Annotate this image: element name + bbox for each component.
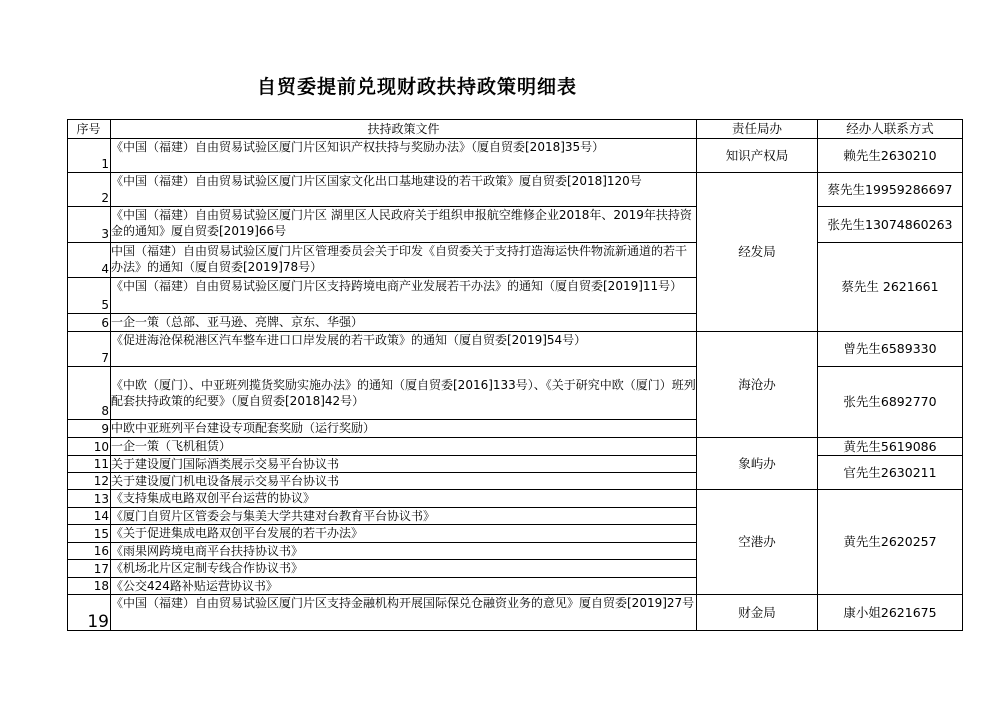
- policy-doc: 《厦门自贸片区管委会与集美大学共建对台教育平台协议书》: [111, 508, 697, 525]
- table-row: [68, 595, 963, 631]
- row-number: 15: [68, 525, 111, 543]
- table-row: [68, 367, 963, 420]
- bureau-airport: 空港办: [697, 490, 818, 595]
- row-number: 9: [68, 420, 111, 438]
- policy-doc: 《中国（福建）自由贸易试验区厦门片区支持金融机构开展国际保兑仓融资业务的意见》厦自贸委[2019]27号: [111, 595, 697, 631]
- bureau-ip: 知识产权局: [697, 139, 818, 173]
- contact: 黄先生2620257: [818, 490, 963, 595]
- row-number: 6: [68, 314, 111, 332]
- contact: 蔡先生19959286697: [818, 173, 963, 207]
- policy-doc: 《支持集成电路双创平台运营的协议》: [111, 490, 697, 508]
- policy-table: [67, 119, 963, 631]
- table-row: [68, 332, 963, 367]
- policy-doc: 《机场北片区定制专线合作协议书》: [111, 560, 697, 578]
- row-number: 10: [68, 438, 111, 456]
- contact: 黄先生5619086: [818, 438, 963, 456]
- bureau-xiangyu: 象屿办: [697, 438, 818, 490]
- policy-doc: 《中国（福建）自由贸易试验区厦门片区国家文化出口基地建设的若干政策》厦自贸委[2018]120号: [111, 173, 697, 207]
- row-number: 17: [68, 560, 111, 578]
- table-row: [68, 456, 963, 473]
- row-number: 11: [68, 456, 111, 473]
- row-number: 7: [68, 332, 111, 367]
- row-number: 14: [68, 508, 111, 525]
- policy-doc: 《中欧（厦门）、中亚班列揽货奖励实施办法》的通知（厦自贸委[2016]133号）、《关于研究中欧（厦门）班列配套扶持政策的纪要》（厦自贸委[2018]42号）: [111, 367, 697, 420]
- policy-doc: 《促进海沧保税港区汽车整车进口口岸发展的若干政策》的通知（厦自贸委[2019]54号）: [111, 332, 697, 367]
- table-row: [68, 438, 963, 456]
- table-row: [68, 490, 963, 508]
- table-row: [68, 207, 963, 243]
- header-bureau: 责任局办: [697, 120, 818, 139]
- bureau-econ: 经发局: [697, 173, 818, 332]
- table-row: [68, 243, 963, 278]
- contact: 官先生2630211: [818, 456, 963, 490]
- contact: 赖先生2630210: [818, 139, 963, 173]
- row-number: 12: [68, 473, 111, 490]
- policy-doc: 中欧中亚班列平台建设专项配套奖励（运行奖励）: [111, 420, 697, 438]
- policy-doc: 《雨果网跨境电商平台扶持协议书》: [111, 543, 697, 560]
- bureau-haicang: 海沧办: [697, 332, 818, 438]
- header-policy-doc: 扶持政策文件: [111, 120, 697, 139]
- row-number: 13: [68, 490, 111, 508]
- policy-doc: 关于建设厦门机电设备展示交易平台协议书: [111, 473, 697, 490]
- table-header-row: [68, 120, 963, 139]
- policy-doc: 一企一策（飞机租赁）: [111, 438, 697, 456]
- policy-doc: 《关于促进集成电路双创平台发展的若干办法》: [111, 525, 697, 543]
- policy-doc: 一企一策（总部、亚马逊、亮牌、京东、华强）: [111, 314, 697, 332]
- row-number: 19: [68, 595, 111, 631]
- policy-doc: 关于建设厦门国际酒类展示交易平台协议书: [111, 456, 697, 473]
- row-number: 5: [68, 278, 111, 314]
- table-row: [68, 173, 963, 207]
- page-title: 自贸委提前兑现财政扶持政策明细表: [256, 76, 577, 98]
- row-number: 4: [68, 243, 111, 278]
- row-number: 8: [68, 367, 111, 420]
- contact: 康小姐2621675: [818, 595, 963, 631]
- row-number: 16: [68, 543, 111, 560]
- row-number: 1: [68, 139, 111, 173]
- policy-doc: 《中国（福建）自由贸易试验区厦门片区知识产权扶持与奖励办法》（厦自贸委[2018]35号）: [111, 139, 697, 173]
- contact: 张先生13074860263: [818, 207, 963, 243]
- contact: 蔡先生 2621661: [818, 243, 963, 332]
- table-row: [68, 139, 963, 173]
- contact: 张先生6892770: [818, 367, 963, 438]
- policy-doc: 《公交424路补贴运营协议书》: [111, 578, 697, 595]
- contact: 曾先生6589330: [818, 332, 963, 367]
- header-no: 序号: [68, 120, 111, 139]
- row-number: 18: [68, 578, 111, 595]
- policy-doc: 《中国（福建）自由贸易试验区厦门片区支持跨境电商产业发展若干办法》的通知（厦自贸委[2019]11号）: [111, 278, 697, 314]
- policy-doc: 中国（福建）自由贸易试验区厦门片区管理委员会关于印发《自贸委关于支持打造海运快件物流新通道的若干办法》的通知（厦自贸委[2019]78号）: [111, 243, 697, 278]
- policy-doc: 《中国（福建）自由贸易试验区厦门片区 湖里区人民政府关于组织申报航空维修企业2018年、2019年扶持资金的通知》厦自贸委[2019]66号: [111, 207, 697, 243]
- row-number: 3: [68, 207, 111, 243]
- row-number: 2: [68, 173, 111, 207]
- bureau-finance: 财金局: [697, 595, 818, 631]
- header-contact: 经办人联系方式: [818, 120, 963, 139]
